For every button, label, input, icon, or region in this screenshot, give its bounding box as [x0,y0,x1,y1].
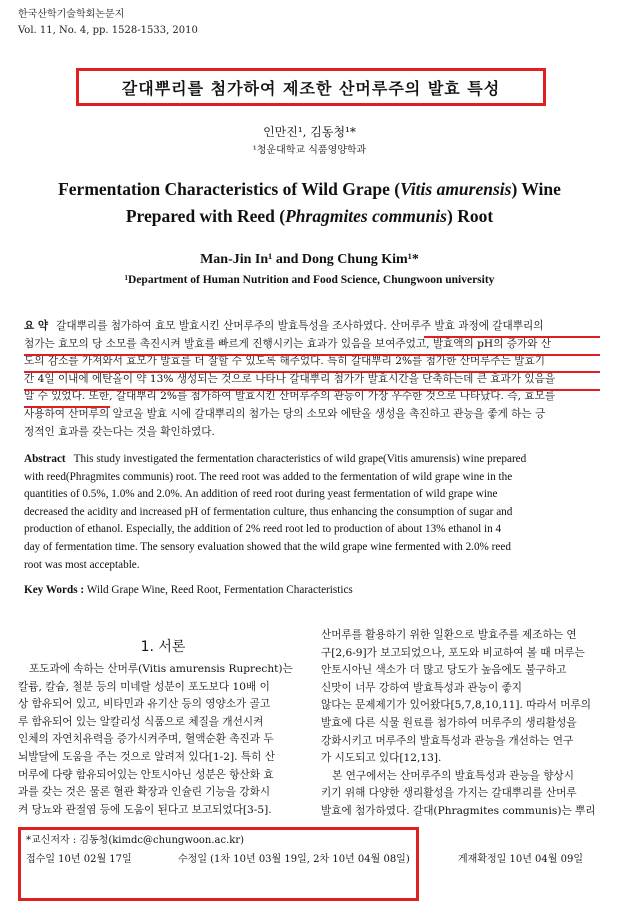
right-col-line: 안토시아닌 색소가 더 많고 당도가 높음에도 불구하고 [321,664,567,677]
highlight-underline [424,336,600,338]
left-col-line: 머루에 다량 함유되어있는 안토시아닌 성분은 항산화 효 [18,768,274,781]
left-col-line: 상 함유되어 있고, 비타민과 유기산 등의 영양소가 골고 [18,698,271,711]
affiliation-korean: ¹청운대학교 식품영양학과 [252,145,367,156]
right-col-line: 구[2,6-9]가 보고되었으나, 포도와 비교하여 볼 때 머루는 [321,646,585,659]
keywords-text: Wild Grape Wine, Reed Root, Fermentation Characteristics [86,584,353,596]
summary-label: 요 약 [24,320,49,332]
keywords-label: Key Words : [24,584,85,596]
revised-date: 수정일 (1차 10년 03월 19일, 2차 10년 04월 08일) [178,854,410,865]
right-col-line: 본 연구에서는 산머루주의 발효특성과 관능을 향상시 [332,769,574,782]
highlight-underline [24,406,110,408]
left-col-line: 인체의 자연치유력을 증가시켜주며, 혈액순환 촉진과 두 [18,733,274,746]
right-column [321,627,601,821]
journal-name: 한국산학기술학회논문지 [18,9,125,20]
right-col-line: 발효에 첨가하였다. 갈대(Phragmites communis)는 뿌리 [321,804,596,817]
highlight-underline [24,389,600,391]
affiliation-english: ¹Department of Human Nutrition and Food Science, Chungwoon university [124,274,495,286]
abstract-line-1: with reed(Phragmites communis) root. The reed root was added to the fermentation of wild grape wine in the [24,470,513,483]
summary-line-2: 도의 감소를 가져와서 효모가 발효를 더 잘할 수 있도록 해주었다. 특히 갈대뿌리 2%를 첨가한 산머루주는 발효기 [24,355,545,368]
abstract-line-2: quantities of 0.5%, 1.0% and 2.0%. An addition of reed root during yeast fermentation of wild grape wine [24,488,498,501]
right-col-line: 강화시키고 머루주의 발효특성과 관능을 개선하는 연구 [321,734,574,747]
summary-line-0: 요 약 갈대뿌리를 첨가하여 효모 발효시킨 산머루주의 발효특성을 조사하였다. 산머루주 발효 과정에 갈대뿌리의 [24,320,544,332]
abstract-line-6: root was most acceptable. [24,558,140,571]
right-col-line: 발효에 다른 식물 원료를 첨가하여 머루주의 생리활성을 [321,716,577,729]
abstract [24,451,598,574]
journal-volume: Vol. 11, No. 4, pp. 1528-1533, 2010 [18,25,198,36]
right-col-line: 산머루를 활용하기 위한 일환으로 발효주를 제조하는 연 [321,629,577,641]
highlight-underline [24,371,600,373]
summary-line-1: 첨가는 효모의 당 소모를 촉진시켜 발효를 빠르게 진행시키는 효과가 있음을 보여주었고, 발효액의 pH의 증가와 산 [24,337,552,350]
abstract-line-3: decreased the acidity and increased pH of fermentation culture, thus enhancing the consumption of sugar and [24,505,513,518]
left-column [18,661,308,819]
abstract-label: Abstract [24,453,66,465]
keywords [24,582,598,600]
summary-line-4: 알 수 있었다. 또한, 갈대뿌리 2%를 첨가하여 발효시킨 산머루주의 관능이 가장 우수한 것으로 나타났다. 즉, 효모를 [24,390,556,403]
summary-line-5: 사용하여 산머루의 알코올 발효 시에 갈대뿌리의 첨가는 당의 소모와 에탄올 생성을 촉진하고 관능을 좋게 하는 긍 [24,407,546,420]
english-title-line2: Prepared with Reed (Phragmites communis) Root [125,206,494,226]
authors-english: Man-Jin In¹ and Dong Chung Kim¹* [200,252,419,267]
summary-line-3: 간 4일 이내에 에탄올이 약 13% 생성되는 것으로 나타나 갈대뿌리 첨가가 발효시간을 단축하는데 큰 효과가 있음을 [24,372,556,385]
left-col-line: 켜 당뇨와 관절염 등에 도움이 된다고 보고되었다[3-5]. [18,803,272,816]
left-col-line: 과를 갖는 것은 물론 혈관 확장과 인슐린 기능을 강화시 [18,786,271,799]
english-title [0,176,619,230]
received-date: 접수일 10년 02월 17일 [26,854,132,865]
korean-title-box [76,68,546,106]
section-heading: 1. 서론 [140,639,186,655]
abstract-line-0: Abstract This study investigated the fermentation characteristics of wild grape(Vitis amurensis) wine prepared [24,453,527,465]
right-col-line: 가 시도되고 있다[12,13]. [321,752,442,765]
right-col-line: 않다는 문제제기가 있어왔다[5,7,8,10,11]. 따라서 머루의 [321,699,591,712]
english-title-line1: Fermentation Characteristics of Wild Grape (Vitis amurensis) Wine [58,179,561,199]
summary-line-6: 정적인 효과를 갖는다는 것을 확인하였다. [24,425,215,438]
abstract-line-5: day of fermentation time. The sensory evaluation showed that the wild grape wine fermented with 2.0% reed [24,540,511,553]
left-col-line: 포도과에 속하는 산머루(Vitis amurensis Ruprecht)는 [29,663,293,675]
accepted-date: 게재확정일 10년 04월 09일 [458,854,583,865]
left-col-line: 칼륨, 칼슘, 철분 등의 미네랄 성분이 포도보다 10배 이 [18,680,270,693]
korean-title: 갈대뿌리를 첨가하여 제조한 산머루주의 발효 특성 [121,78,501,98]
left-col-line: 뇌발달에 도움을 주는 것으로 알려져 있다[1-2]. 특히 산 [18,750,275,763]
left-col-line: 루 함유되어 있는 알칼리성 식품으로 체질을 개선시켜 [18,715,264,728]
highlight-underline [24,354,600,356]
corresponding-author: *교신저자 : 김동청(kimdc@chungwoon.ac.kr) [26,835,245,846]
right-col-line: 신맛이 너무 강하여 발효특성과 관능이 좋지 [321,681,523,694]
right-col-line: 키기 위해 다양한 생리활성을 가지는 갈대뿌리를 산머루 [321,787,577,800]
authors-korean: 인만진¹, 김동청¹* [263,125,356,139]
abstract-line-4: production of ethanol. Especially, the addition of 2% reed root led to production of about 13% ethanol in 4 [24,523,502,536]
